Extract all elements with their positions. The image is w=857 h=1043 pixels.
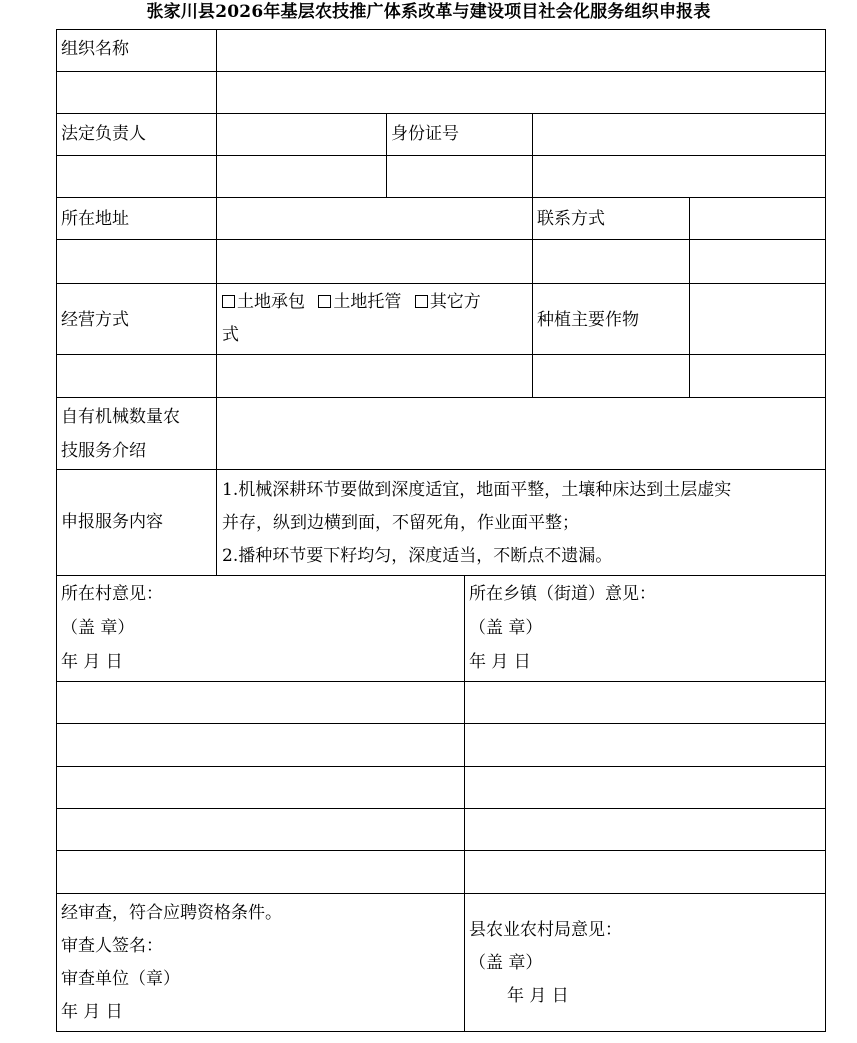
- blank-cell[interactable]: [689, 239, 826, 284]
- blank-cell[interactable]: [464, 850, 826, 894]
- blank-cell[interactable]: [56, 723, 465, 767]
- business-mode-options-line2: 式: [222, 325, 239, 345]
- blank-cell[interactable]: [532, 354, 690, 398]
- option-other: 其它方: [429, 292, 481, 312]
- org-name-label: 组织名称: [61, 39, 129, 59]
- blank-cell[interactable]: [689, 354, 826, 398]
- option-land-contract: 土地承包: [237, 292, 305, 312]
- machinery-intro-field[interactable]: [216, 397, 826, 470]
- address-field[interactable]: [216, 197, 533, 240]
- blank-cell[interactable]: [56, 766, 465, 809]
- town-opinion-seal: （盖 章）: [469, 618, 543, 638]
- business-mode-label: 经营方式: [61, 310, 129, 330]
- county-opinion-date: 年 月 日: [507, 986, 569, 1006]
- business-mode-options-line1: [222, 292, 481, 312]
- review-line-1: 经审查，符合应聘资格条件。: [61, 903, 282, 923]
- checkbox-icon[interactable]: [222, 295, 235, 308]
- blank-cell[interactable]: [56, 71, 217, 114]
- blank-cell[interactable]: [464, 723, 826, 767]
- blank-cell[interactable]: [56, 239, 217, 284]
- contact-label: 联系方式: [537, 209, 605, 229]
- service-content-label: 申报服务内容: [61, 512, 163, 532]
- blank-cell[interactable]: [386, 155, 533, 198]
- blank-cell[interactable]: [56, 808, 465, 851]
- blank-cell[interactable]: [464, 766, 826, 809]
- blank-cell[interactable]: [216, 354, 533, 398]
- blank-cell[interactable]: [216, 71, 826, 114]
- main-crops-field[interactable]: [689, 283, 826, 355]
- service-line-2: 并存，纵到边横到面，不留死角，作业面平整；: [222, 513, 579, 533]
- machinery-intro-label-2: 技服务介绍: [61, 441, 146, 461]
- town-opinion-date: 年 月 日: [469, 652, 531, 672]
- blank-cell[interactable]: [56, 850, 465, 894]
- option-land-trust: 土地托管: [333, 292, 402, 312]
- machinery-intro-label-1: 自有机械数量农: [61, 407, 180, 427]
- legal-rep-field[interactable]: [216, 113, 387, 156]
- table-border-right: [825, 29, 826, 1032]
- org-name-field[interactable]: [216, 29, 826, 72]
- village-opinion-seal: （盖 章）: [61, 618, 135, 638]
- form-title: 张家川县2026年基层农技推广体系改革与建设项目社会化服务组织申报表: [146, 2, 711, 22]
- table-border-bottom: [56, 1031, 826, 1032]
- checkbox-icon[interactable]: [318, 295, 331, 308]
- blank-cell[interactable]: [464, 681, 826, 724]
- village-opinion-label: 所在村意见：: [61, 584, 163, 604]
- blank-cell[interactable]: [532, 239, 690, 284]
- legal-rep-label: 法定负责人: [61, 124, 146, 144]
- blank-cell[interactable]: [56, 155, 217, 198]
- service-line-1: 1.机械深耕环节要做到深度适宜，地面平整，土壤种床达到土层虚实: [222, 480, 732, 500]
- review-signature-label: 审查人签名：: [61, 936, 163, 956]
- address-label: 所在地址: [61, 209, 129, 229]
- village-opinion-date: 年 月 日: [61, 652, 123, 672]
- id-number-field[interactable]: [532, 113, 826, 156]
- blank-cell[interactable]: [56, 354, 217, 398]
- town-opinion-label: 所在乡镇（街道）意见：: [469, 584, 656, 604]
- blank-cell[interactable]: [56, 681, 465, 724]
- county-opinion-label: 县农业农村局意见：: [469, 920, 622, 940]
- contact-field[interactable]: [689, 197, 826, 240]
- service-line-3: 2.播种环节要下籽均匀，深度适当，不断点不遗漏。: [222, 546, 613, 566]
- blank-cell[interactable]: [464, 808, 826, 851]
- review-unit-label: 审查单位（章）: [61, 969, 180, 989]
- blank-cell[interactable]: [532, 155, 826, 198]
- blank-cell[interactable]: [216, 155, 387, 198]
- review-date: 年 月 日: [61, 1002, 123, 1022]
- main-crops-label: 种植主要作物: [537, 310, 639, 330]
- checkbox-icon[interactable]: [415, 295, 428, 308]
- id-number-label: 身份证号: [391, 124, 459, 144]
- county-opinion-seal: （盖 章）: [469, 953, 543, 973]
- blank-cell[interactable]: [216, 239, 533, 284]
